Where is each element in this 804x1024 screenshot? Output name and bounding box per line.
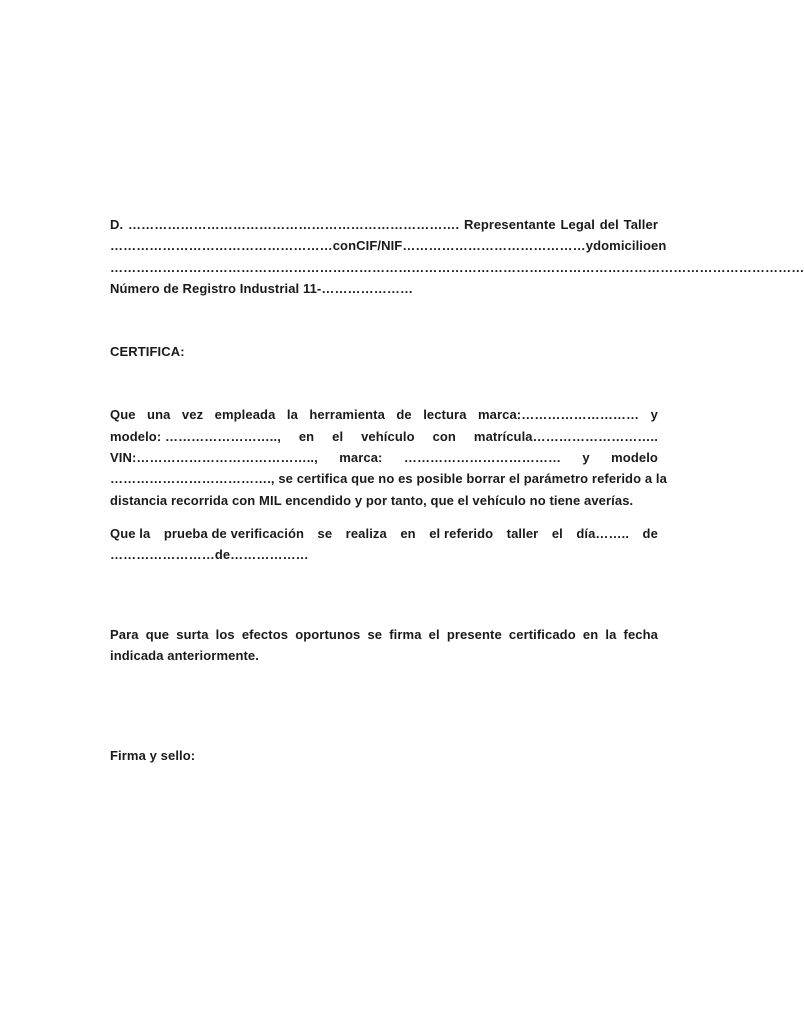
paragraph1-line-5: distancia recorrida con MIL encendido y por tanto, que el vehículo no tiene averías. xyxy=(110,492,634,508)
paragraph1-line-1-word: empleada xyxy=(214,407,276,423)
paragraph3-line-1-word: se xyxy=(367,626,383,642)
paragraph3-line-1-word: la xyxy=(605,626,617,642)
certification-paragraph xyxy=(110,404,667,510)
paragraph1-line-3-word: y xyxy=(582,450,590,466)
paragraph3-line-1-word: efectos xyxy=(241,626,289,642)
paragraph2-line-1-word: se xyxy=(317,525,333,541)
closing-paragraph xyxy=(110,624,658,667)
paragraph3-line-2: indicada anteriormente. xyxy=(110,647,259,663)
paragraph1-line-1-word: lectura xyxy=(423,407,467,423)
paragraph1-line-1-word: vez xyxy=(181,407,204,423)
paragraph1-line-1 xyxy=(110,404,658,425)
paragraph3-line-1-word: fecha xyxy=(623,626,658,642)
representative-line-2-word: …………………………………………… xyxy=(110,238,333,254)
paragraph2-line-1-word: prueba de verificación xyxy=(163,525,305,541)
representative-line-1-word: Taller xyxy=(623,217,658,232)
paragraph1-line-2-word: modelo: …………………….., xyxy=(110,428,281,444)
paragraph3-line-1-word: firma xyxy=(389,626,422,642)
paragraph2-line-1-word: el referido xyxy=(429,525,494,541)
paragraph3-line-1-word: que xyxy=(145,626,170,642)
paragraph3-line-1 xyxy=(110,624,658,645)
paragraph2-line-1-word: el xyxy=(551,525,563,541)
paragraph2-line-1-word: Que la xyxy=(110,525,151,541)
paragraph1-line-1-word: la xyxy=(286,407,298,423)
paragraph3-line-1-word: los xyxy=(215,626,235,642)
paragraph3-line-1-word: Para xyxy=(110,626,139,642)
paragraph1-line-3-word: ……………………………… xyxy=(403,450,562,466)
paragraph2-line-1-word: día…….. xyxy=(576,525,630,541)
representative-line-2 xyxy=(110,235,667,256)
paragraph1-line-3-word: VIN:………………………………….., xyxy=(110,450,318,466)
paragraph1-line-4: ………………………………., se certifica que no es posible borrar el parámetro referido a la xyxy=(110,471,667,487)
paragraph1-line-3-word: marca: xyxy=(339,450,383,466)
certificate-document xyxy=(110,214,804,766)
paragraph3-line-1-word: surta xyxy=(176,626,209,642)
paragraph1-line-2 xyxy=(110,426,658,447)
paragraph1-line-1-word: herramienta xyxy=(309,407,385,423)
paragraph1-line-1-word: Que xyxy=(110,407,136,423)
signature-label: Firma y sello: xyxy=(110,748,196,764)
paragraph2-line-1-word: de xyxy=(642,525,658,541)
paragraph3-line-1-word: certificado xyxy=(508,626,576,642)
representative-line-2-word: y xyxy=(585,238,594,254)
address-dots-line: …………………………………………………………………………………………………………………………………………… xyxy=(110,259,804,275)
paragraph1-line-1-word: una xyxy=(147,407,171,423)
representative-line-2-word: …………………………………… xyxy=(402,238,586,254)
paragraph1-line-1-word: y xyxy=(650,407,658,423)
paragraph1-line-2-word: en xyxy=(298,428,315,444)
paragraph1-line-2-word: con xyxy=(432,428,456,444)
paragraph3-line-1-word: en xyxy=(582,626,599,642)
representative-line-1-word: del xyxy=(599,217,619,232)
representative-line-2-word: en xyxy=(651,238,667,254)
paragraph2-line-1-word: en xyxy=(400,525,416,541)
paragraph3-line-1-word: el xyxy=(428,626,440,642)
day-dots: …………………… xyxy=(110,547,215,563)
representative-line-2-word: con xyxy=(332,238,357,254)
representative-line-2-word: CIF/NIF xyxy=(356,238,403,254)
representative-line-2-word: domicilio xyxy=(593,238,652,254)
paragraph2-line-2 xyxy=(110,544,658,565)
representative-line-1-word: D. xyxy=(110,217,124,232)
paragraph1-line-2-word: el xyxy=(332,428,344,444)
representative-block xyxy=(110,214,804,299)
paragraph1-line-1-word: marca:……………………… xyxy=(477,407,640,423)
paragraph1-line-3-word: modelo xyxy=(611,450,658,466)
paragraph2-line-1 xyxy=(110,523,658,544)
paragraph3-line-1-word: presente xyxy=(446,626,502,642)
year-field: de……………… xyxy=(214,547,309,563)
representative-line-1 xyxy=(110,214,658,235)
paragraph1-line-2-word: matrícula……………………….. xyxy=(473,428,658,444)
paragraph1-line-3 xyxy=(110,447,658,468)
paragraph2-line-1-word: realiza xyxy=(345,525,387,541)
paragraph3-line-1-word: oportunos xyxy=(295,626,361,642)
paragraph1-line-1-word: de xyxy=(396,407,412,423)
representative-line-1-word: Representante xyxy=(464,217,556,232)
paragraph1-line-2-word: vehículo xyxy=(361,428,415,444)
industrial-registry-line: Número de Registro Industrial 11-………………… xyxy=(110,280,414,296)
representative-line-1-word: …………………………………………………………………. xyxy=(128,217,460,232)
paragraph2-line-1-word: taller xyxy=(506,525,539,541)
certifica-heading: CERTIFICA: xyxy=(110,344,185,360)
verification-paragraph xyxy=(110,523,658,566)
representative-line-1-word: Legal xyxy=(560,217,595,232)
